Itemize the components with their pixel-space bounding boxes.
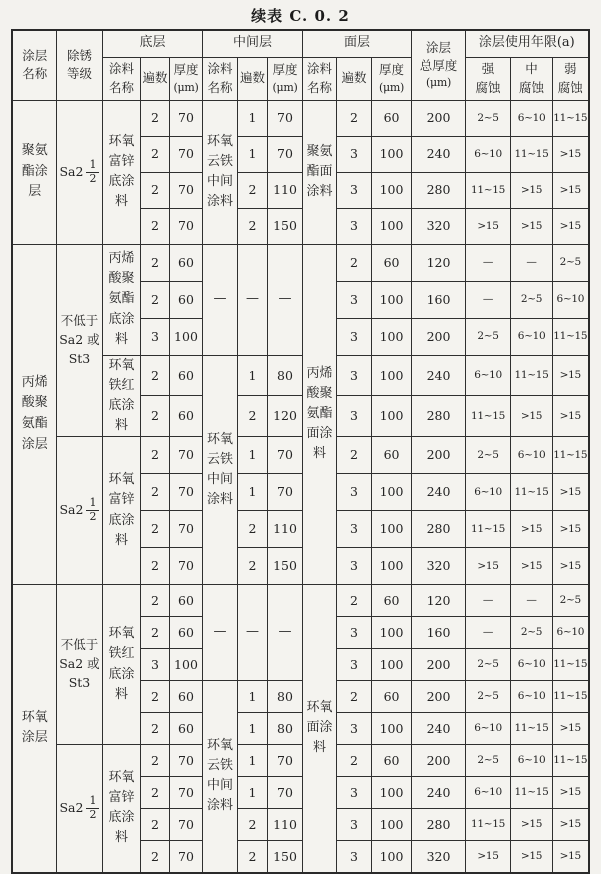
primer-passes-cell: 2 xyxy=(140,244,169,281)
middle-passes-cell: 1 xyxy=(237,474,267,511)
total-thickness-cell: 200 xyxy=(412,649,466,681)
rust-grade-cell: 不低于 Sa2 或 St3 xyxy=(56,244,102,437)
total-thickness-cell: 240 xyxy=(412,777,466,809)
top-passes-cell: 3 xyxy=(337,474,372,511)
top-thickness-cell: 100 xyxy=(372,511,412,548)
total-thickness-cell: 200 xyxy=(412,681,466,713)
life-strong-cell: 2~5 xyxy=(466,318,511,355)
primer-passes-cell: 2 xyxy=(140,511,169,548)
life-strong-cell: — xyxy=(466,617,511,649)
middle-passes-cell: 2 xyxy=(237,208,267,244)
primer-thickness-cell: 60 xyxy=(169,585,202,617)
header-top-thickness: 厚度 (μm) xyxy=(372,57,412,100)
middle-thickness-cell: 70 xyxy=(267,777,302,809)
top-thickness-cell: 60 xyxy=(372,437,412,474)
life-weak-cell: >15 xyxy=(553,511,589,548)
middle-thickness-cell: 70 xyxy=(267,437,302,474)
life-weak-cell: 6~10 xyxy=(553,281,589,318)
primer-passes-cell: 2 xyxy=(140,208,169,244)
middle-passes-cell: 2 xyxy=(237,172,267,208)
life-medium-cell: — xyxy=(511,244,553,281)
life-medium-cell: >15 xyxy=(511,841,553,873)
primer-passes-cell: 2 xyxy=(140,713,169,745)
middle-empty-cell: — xyxy=(267,585,302,681)
life-strong-cell: 2~5 xyxy=(466,745,511,777)
header-middle-thickness: 厚度 (μm) xyxy=(267,57,302,100)
middle-passes-cell: 1 xyxy=(237,777,267,809)
total-thickness-cell: 160 xyxy=(412,281,466,318)
header-primer-paint-name: 涂料 名称 xyxy=(102,57,140,100)
top-passes-cell: 3 xyxy=(337,172,372,208)
primer-thickness-cell: 70 xyxy=(169,809,202,841)
header-primer-group: 底层 xyxy=(102,30,202,57)
top-passes-cell: 3 xyxy=(337,511,372,548)
primer-name-cell: 环氧铁红底涂料 xyxy=(102,355,140,437)
primer-thickness-cell: 60 xyxy=(169,681,202,713)
header-rust-grade: 除锈 等级 xyxy=(56,30,102,100)
total-thickness-cell: 200 xyxy=(412,437,466,474)
primer-thickness-cell: 70 xyxy=(169,745,202,777)
rust-grade-cell: 不低于 Sa2 或 St3 xyxy=(56,585,102,745)
life-medium-cell: >15 xyxy=(511,172,553,208)
top-passes-cell: 3 xyxy=(337,281,372,318)
life-weak-cell: 2~5 xyxy=(553,244,589,281)
life-weak-cell: >15 xyxy=(553,809,589,841)
middle-thickness-cell: 150 xyxy=(267,841,302,873)
top-thickness-cell: 100 xyxy=(372,136,412,172)
top-thickness-cell: 100 xyxy=(372,841,412,873)
life-medium-cell: 6~10 xyxy=(511,318,553,355)
life-strong-cell: 2~5 xyxy=(466,437,511,474)
life-weak-cell: >15 xyxy=(553,841,589,873)
primer-passes-cell: 2 xyxy=(140,745,169,777)
life-weak-cell: >15 xyxy=(553,355,589,396)
life-medium-cell: 2~5 xyxy=(511,617,553,649)
top-passes-cell: 2 xyxy=(337,745,372,777)
life-strong-cell: 6~10 xyxy=(466,713,511,745)
top-thickness-cell: 100 xyxy=(372,396,412,437)
primer-passes-cell: 2 xyxy=(140,585,169,617)
primer-name-cell: 环氧富锌底涂料 xyxy=(102,437,140,585)
middle-thickness-cell: 110 xyxy=(267,809,302,841)
primer-thickness-cell: 60 xyxy=(169,713,202,745)
header-middle-paint-name: 涂料 名称 xyxy=(202,57,237,100)
life-strong-cell: — xyxy=(466,244,511,281)
middle-empty-cell: — xyxy=(267,244,302,355)
top-thickness-cell: 100 xyxy=(372,318,412,355)
middle-thickness-cell: 150 xyxy=(267,548,302,585)
primer-thickness-cell: 100 xyxy=(169,318,202,355)
primer-passes-cell: 2 xyxy=(140,617,169,649)
top-thickness-cell: 100 xyxy=(372,474,412,511)
top-name-cell: 丙烯酸聚氨酯面涂料 xyxy=(303,244,337,585)
rust-grade-cell: Sa2 $\frac{1}{2}$ xyxy=(56,437,102,585)
life-weak-cell: 11~15 xyxy=(553,100,589,136)
top-thickness-cell: 100 xyxy=(372,548,412,585)
life-strong-cell: 2~5 xyxy=(466,100,511,136)
coating-name-cell: 环氧涂层 xyxy=(12,585,56,873)
life-medium-cell: 6~10 xyxy=(511,437,553,474)
total-thickness-cell: 280 xyxy=(412,809,466,841)
life-strong-cell: 2~5 xyxy=(466,681,511,713)
primer-passes-cell: 2 xyxy=(140,437,169,474)
life-medium-cell: >15 xyxy=(511,511,553,548)
middle-thickness-cell: 80 xyxy=(267,713,302,745)
life-weak-cell: >15 xyxy=(553,172,589,208)
middle-passes-cell: 2 xyxy=(237,396,267,437)
header-life-strong: 强 腐蚀 xyxy=(466,57,511,100)
middle-passes-cell: 1 xyxy=(237,745,267,777)
primer-thickness-cell: 100 xyxy=(169,649,202,681)
primer-passes-cell: 2 xyxy=(140,777,169,809)
top-thickness-cell: 100 xyxy=(372,208,412,244)
primer-passes-cell: 2 xyxy=(140,355,169,396)
life-weak-cell: >15 xyxy=(553,548,589,585)
primer-passes-cell: 3 xyxy=(140,649,169,681)
middle-passes-cell: 2 xyxy=(237,841,267,873)
header-top-passes: 遍数 xyxy=(337,57,372,100)
life-medium-cell: 11~15 xyxy=(511,136,553,172)
life-weak-cell: 2~5 xyxy=(553,585,589,617)
middle-passes-cell: 2 xyxy=(237,548,267,585)
total-thickness-cell: 200 xyxy=(412,745,466,777)
middle-passes-cell: 1 xyxy=(237,355,267,396)
primer-thickness-cell: 70 xyxy=(169,777,202,809)
total-thickness-cell: 320 xyxy=(412,841,466,873)
primer-passes-cell: 2 xyxy=(140,136,169,172)
header-middle-passes: 遍数 xyxy=(237,57,267,100)
middle-passes-cell: 1 xyxy=(237,100,267,136)
primer-passes-cell: 2 xyxy=(140,809,169,841)
middle-empty-cell: — xyxy=(202,244,237,355)
top-passes-cell: 3 xyxy=(337,777,372,809)
middle-name-cell: 环氧云铁中间涂料 xyxy=(202,681,237,873)
middle-thickness-cell: 70 xyxy=(267,136,302,172)
header-primer-passes: 遍数 xyxy=(140,57,169,100)
life-medium-cell: 11~15 xyxy=(511,474,553,511)
top-thickness-cell: 100 xyxy=(372,172,412,208)
life-weak-cell: >15 xyxy=(553,208,589,244)
middle-thickness-cell: 80 xyxy=(267,355,302,396)
top-passes-cell: 3 xyxy=(337,396,372,437)
life-strong-cell: 11~15 xyxy=(466,809,511,841)
top-passes-cell: 3 xyxy=(337,841,372,873)
top-thickness-cell: 100 xyxy=(372,649,412,681)
total-thickness-cell: 120 xyxy=(412,244,466,281)
life-weak-cell: 11~15 xyxy=(553,649,589,681)
top-passes-cell: 2 xyxy=(337,244,372,281)
life-strong-cell: 6~10 xyxy=(466,474,511,511)
life-strong-cell: — xyxy=(466,281,511,318)
middle-thickness-cell: 110 xyxy=(267,172,302,208)
middle-thickness-cell: 110 xyxy=(267,511,302,548)
life-strong-cell: 6~10 xyxy=(466,777,511,809)
top-passes-cell: 3 xyxy=(337,548,372,585)
header-primer-thickness: 厚度 (μm) xyxy=(169,57,202,100)
life-strong-cell: 11~15 xyxy=(466,396,511,437)
total-thickness-cell: 240 xyxy=(412,136,466,172)
life-medium-cell: >15 xyxy=(511,809,553,841)
life-medium-cell: — xyxy=(511,585,553,617)
header-life-medium: 中 腐蚀 xyxy=(511,57,553,100)
middle-passes-cell: 1 xyxy=(237,437,267,474)
life-medium-cell: >15 xyxy=(511,208,553,244)
header-top-paint-name: 涂料 名称 xyxy=(303,57,337,100)
life-weak-cell: >15 xyxy=(553,136,589,172)
header-top-group: 面层 xyxy=(303,30,412,57)
total-thickness-cell: 320 xyxy=(412,548,466,585)
middle-passes-cell: 1 xyxy=(237,681,267,713)
primer-passes-cell: 2 xyxy=(140,281,169,318)
primer-thickness-cell: 70 xyxy=(169,437,202,474)
top-passes-cell: 3 xyxy=(337,208,372,244)
top-passes-cell: 3 xyxy=(337,617,372,649)
top-passes-cell: 3 xyxy=(337,318,372,355)
middle-name-cell: 环氧云铁中间涂料 xyxy=(202,100,237,244)
total-thickness-cell: 240 xyxy=(412,474,466,511)
top-thickness-cell: 100 xyxy=(372,777,412,809)
primer-thickness-cell: 60 xyxy=(169,396,202,437)
middle-thickness-cell: 150 xyxy=(267,208,302,244)
primer-thickness-cell: 70 xyxy=(169,100,202,136)
total-thickness-cell: 240 xyxy=(412,355,466,396)
page-title: 续表 C. 0. 2 xyxy=(251,7,350,25)
life-medium-cell: 11~15 xyxy=(511,713,553,745)
life-weak-cell: >15 xyxy=(553,396,589,437)
header-life-group: 涂层使用年限(a) xyxy=(466,30,589,57)
primer-passes-cell: 2 xyxy=(140,681,169,713)
middle-thickness-cell: 70 xyxy=(267,745,302,777)
middle-thickness-cell: 70 xyxy=(267,100,302,136)
coating-name-cell: 丙烯酸聚氨酯涂层 xyxy=(12,244,56,585)
primer-passes-cell: 2 xyxy=(140,172,169,208)
middle-empty-cell: — xyxy=(237,585,267,681)
primer-name-cell: 环氧富锌底涂料 xyxy=(102,745,140,873)
coating-name-cell: 聚氨酯涂层 xyxy=(12,100,56,244)
top-name-cell: 聚氨酯面涂料 xyxy=(303,100,337,244)
middle-thickness-cell: 70 xyxy=(267,474,302,511)
rust-grade-cell: Sa2 $\frac{1}{2}$ xyxy=(56,745,102,873)
top-thickness-cell: 60 xyxy=(372,585,412,617)
life-medium-cell: 11~15 xyxy=(511,355,553,396)
life-weak-cell: 11~15 xyxy=(553,318,589,355)
total-thickness-cell: 200 xyxy=(412,318,466,355)
middle-empty-cell: — xyxy=(202,585,237,681)
primer-passes-cell: 3 xyxy=(140,318,169,355)
middle-thickness-cell: 80 xyxy=(267,681,302,713)
life-weak-cell: 11~15 xyxy=(553,681,589,713)
total-thickness-cell: 200 xyxy=(412,100,466,136)
total-thickness-cell: 280 xyxy=(412,511,466,548)
top-thickness-cell: 60 xyxy=(372,244,412,281)
life-medium-cell: >15 xyxy=(511,548,553,585)
life-weak-cell: >15 xyxy=(553,474,589,511)
header-life-weak: 弱 腐蚀 xyxy=(553,57,589,100)
life-medium-cell: 11~15 xyxy=(511,777,553,809)
total-thickness-cell: 120 xyxy=(412,585,466,617)
life-strong-cell: >15 xyxy=(466,208,511,244)
life-medium-cell: 6~10 xyxy=(511,649,553,681)
top-passes-cell: 2 xyxy=(337,100,372,136)
life-medium-cell: 6~10 xyxy=(511,681,553,713)
life-weak-cell: 6~10 xyxy=(553,617,589,649)
top-passes-cell: 3 xyxy=(337,355,372,396)
top-thickness-cell: 60 xyxy=(372,100,412,136)
total-thickness-cell: 320 xyxy=(412,208,466,244)
primer-thickness-cell: 70 xyxy=(169,136,202,172)
top-thickness-cell: 60 xyxy=(372,745,412,777)
middle-passes-cell: 1 xyxy=(237,136,267,172)
header-middle-group: 中间层 xyxy=(202,30,302,57)
life-strong-cell: 2~5 xyxy=(466,649,511,681)
header-total-thickness: 涂层 总厚度 (μm) xyxy=(412,30,466,100)
life-medium-cell: 6~10 xyxy=(511,100,553,136)
life-strong-cell: 6~10 xyxy=(466,136,511,172)
top-thickness-cell: 100 xyxy=(372,713,412,745)
primer-thickness-cell: 70 xyxy=(169,474,202,511)
header-coating-name: 涂层 名称 xyxy=(12,30,56,100)
primer-thickness-cell: 70 xyxy=(169,511,202,548)
life-weak-cell: 11~15 xyxy=(553,745,589,777)
primer-thickness-cell: 60 xyxy=(169,281,202,318)
top-passes-cell: 3 xyxy=(337,809,372,841)
middle-passes-cell: 2 xyxy=(237,809,267,841)
top-passes-cell: 2 xyxy=(337,437,372,474)
life-medium-cell: 2~5 xyxy=(511,281,553,318)
primer-thickness-cell: 70 xyxy=(169,841,202,873)
primer-thickness-cell: 70 xyxy=(169,172,202,208)
primer-thickness-cell: 60 xyxy=(169,617,202,649)
primer-passes-cell: 2 xyxy=(140,474,169,511)
middle-passes-cell: 2 xyxy=(237,511,267,548)
top-thickness-cell: 100 xyxy=(372,809,412,841)
life-weak-cell: >15 xyxy=(553,777,589,809)
life-strong-cell: — xyxy=(466,585,511,617)
middle-name-cell: 环氧云铁中间涂料 xyxy=(202,355,237,585)
primer-thickness-cell: 70 xyxy=(169,548,202,585)
primer-thickness-cell: 70 xyxy=(169,208,202,244)
life-strong-cell: 6~10 xyxy=(466,355,511,396)
life-strong-cell: 11~15 xyxy=(466,511,511,548)
life-strong-cell: >15 xyxy=(466,841,511,873)
primer-thickness-cell: 60 xyxy=(169,244,202,281)
total-thickness-cell: 280 xyxy=(412,172,466,208)
top-passes-cell: 2 xyxy=(337,585,372,617)
top-thickness-cell: 100 xyxy=(372,281,412,318)
primer-passes-cell: 2 xyxy=(140,396,169,437)
top-thickness-cell: 100 xyxy=(372,355,412,396)
coating-spec-table xyxy=(11,29,589,874)
primer-name-cell: 丙烯酸聚氨酯底涂料 xyxy=(102,244,140,355)
total-thickness-cell: 280 xyxy=(412,396,466,437)
top-passes-cell: 3 xyxy=(337,713,372,745)
primer-passes-cell: 2 xyxy=(140,841,169,873)
middle-thickness-cell: 120 xyxy=(267,396,302,437)
top-passes-cell: 3 xyxy=(337,136,372,172)
rust-grade-cell: Sa2 $\frac{1}{2}$ xyxy=(56,100,102,244)
total-thickness-cell: 240 xyxy=(412,713,466,745)
life-strong-cell: 11~15 xyxy=(466,172,511,208)
middle-passes-cell: 1 xyxy=(237,713,267,745)
primer-passes-cell: 2 xyxy=(140,100,169,136)
life-medium-cell: 6~10 xyxy=(511,745,553,777)
primer-thickness-cell: 60 xyxy=(169,355,202,396)
top-thickness-cell: 60 xyxy=(372,681,412,713)
top-passes-cell: 2 xyxy=(337,681,372,713)
total-thickness-cell: 160 xyxy=(412,617,466,649)
top-thickness-cell: 100 xyxy=(372,617,412,649)
primer-name-cell: 环氧富锌底涂料 xyxy=(102,100,140,244)
primer-name-cell: 环氧铁红底涂料 xyxy=(102,585,140,745)
top-name-cell: 环氧面涂料 xyxy=(303,585,337,873)
top-passes-cell: 3 xyxy=(337,649,372,681)
middle-empty-cell: — xyxy=(237,244,267,355)
life-strong-cell: >15 xyxy=(466,548,511,585)
life-weak-cell: >15 xyxy=(553,713,589,745)
life-medium-cell: >15 xyxy=(511,396,553,437)
primer-passes-cell: 2 xyxy=(140,548,169,585)
life-weak-cell: 11~15 xyxy=(553,437,589,474)
